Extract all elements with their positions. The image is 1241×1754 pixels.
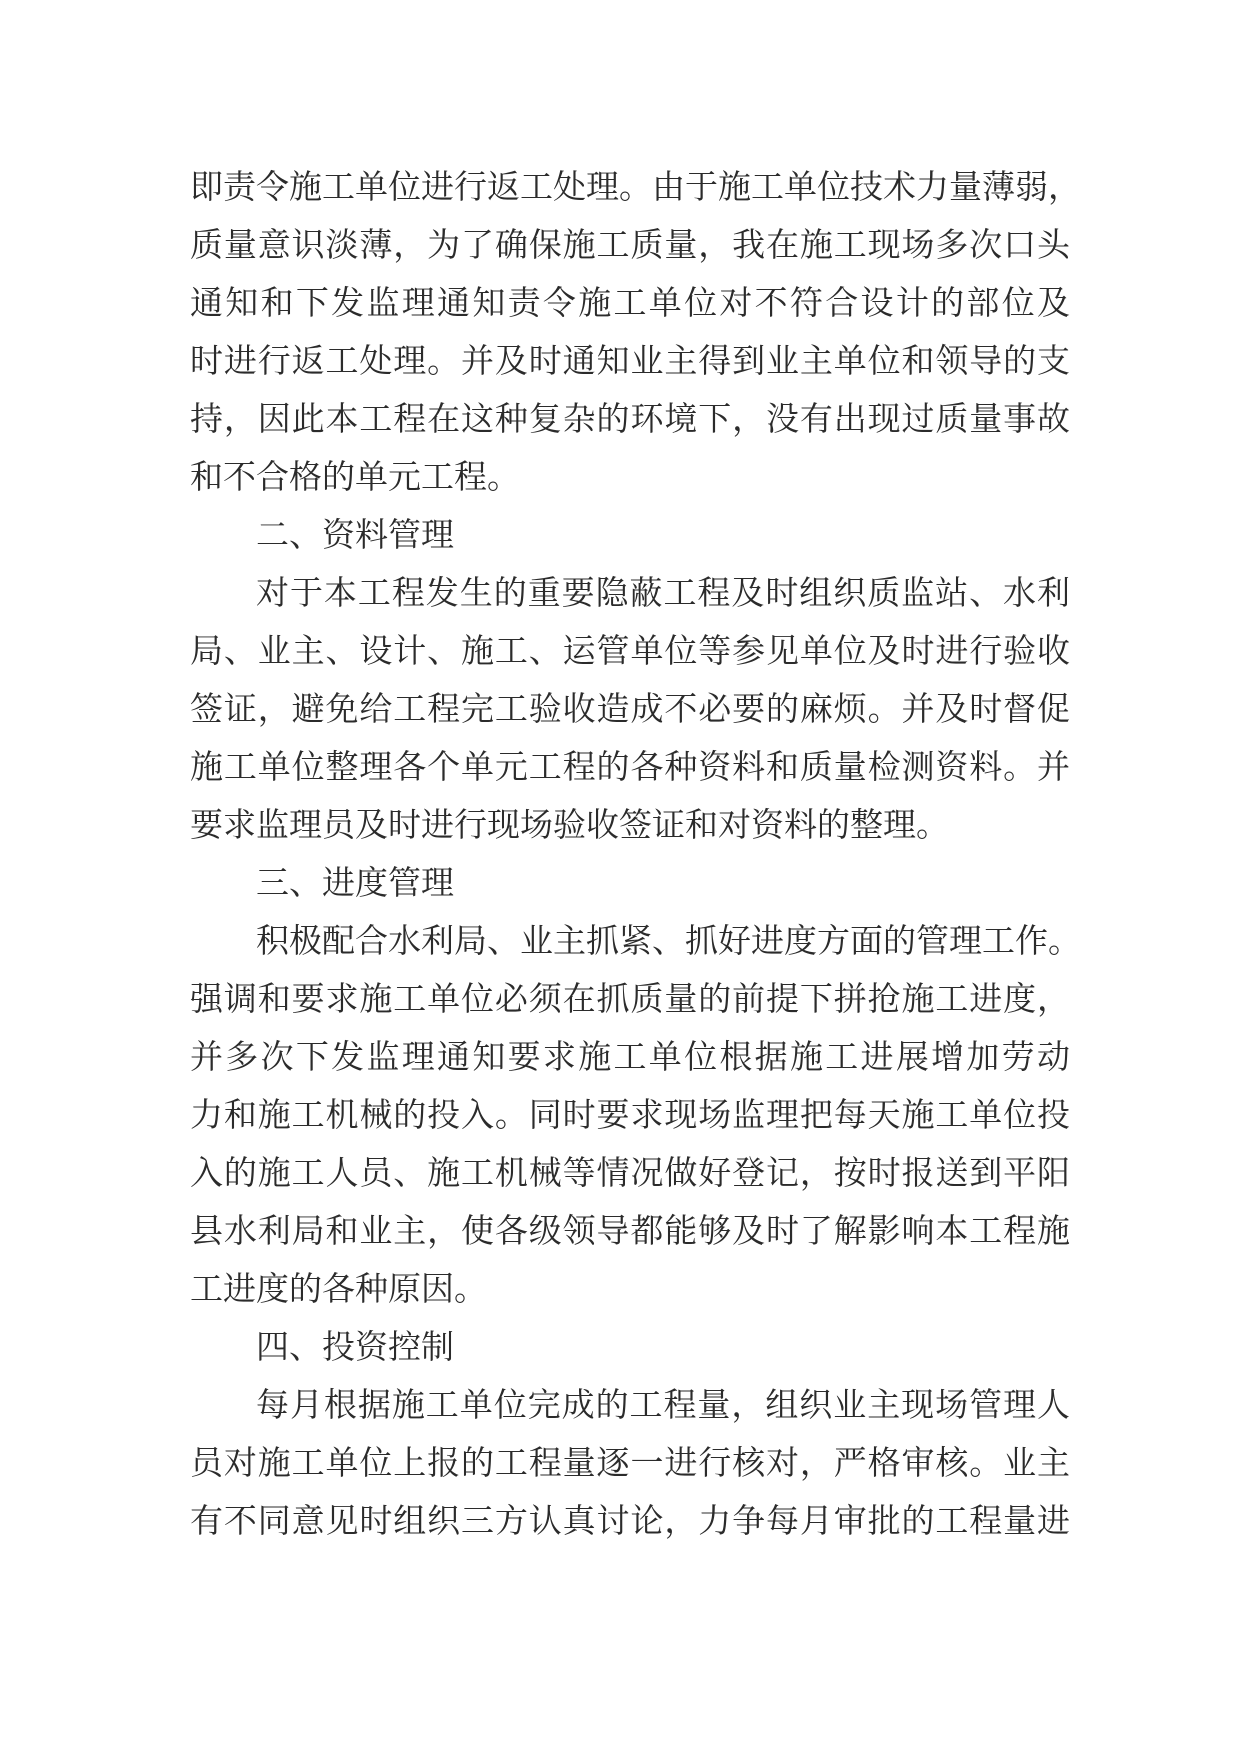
- text-line: 县水利局和业主，使各级领导都能够及时了解影响本工程施: [190, 1211, 1070, 1250]
- paragraph-investment-control: [190, 1376, 1070, 1550]
- text-line: 入的施工人员、施工机械等情况做好登记，按时报送到平阳: [190, 1153, 1070, 1192]
- document-body: [190, 158, 1081, 1550]
- paragraph-quality-continued: [190, 158, 1081, 506]
- text-line: 质量意识淡薄，为了确保施工质量，我在施工现场多次口头: [190, 225, 1070, 264]
- text-line: 员对施工单位上报的工程量逐一进行核对，严格审核。业主: [190, 1443, 1070, 1482]
- text-line: 签证，避免给工程完工验收造成不必要的麻烦。并及时督促: [190, 689, 1070, 728]
- text-line: 强调和要求施工单位必须在抓质量的前提下拼抢施工进度，: [190, 979, 1070, 1018]
- text-line: 每月根据施工单位完成的工程量，组织业主现场管理人: [256, 1385, 1070, 1424]
- text-line: 即责令施工单位进行返工处理。由于施工单位技术力量薄弱，: [190, 167, 1081, 206]
- text-line: 对于本工程发生的重要隐蔽工程及时组织质监站、水利: [256, 573, 1070, 612]
- text-line: 积极配合水利局、业主抓紧、抓好进度方面的管理工作。: [256, 921, 1081, 960]
- section-heading-data-management: 二、资料管理: [256, 515, 454, 554]
- text-line: 施工单位整理各个单元工程的各种资料和质量检测资料。并: [190, 747, 1070, 786]
- section-heading-investment-control: 四、投资控制: [256, 1327, 454, 1366]
- text-line: 时进行返工处理。并及时通知业主得到业主单位和领导的支: [190, 341, 1070, 380]
- text-line: 局、业主、设计、施工、运管单位等参见单位及时进行验收: [190, 631, 1070, 670]
- text-line: 要求监理员及时进行现场验收签证和对资料的整理。: [190, 805, 949, 844]
- section-heading-progress-management: 三、进度管理: [256, 863, 454, 902]
- text-line: 有不同意见时组织三方认真讨论，力争每月审批的工程量进: [190, 1501, 1070, 1540]
- paragraph-progress-management: [190, 912, 1081, 1318]
- text-line: 持，因此本工程在这种复杂的环境下，没有出现过质量事故: [190, 399, 1070, 438]
- text-line: 和不合格的单元工程。: [190, 457, 520, 496]
- text-line: 力和施工机械的投入。同时要求现场监理把每天施工单位投: [190, 1095, 1070, 1134]
- text-line: 工进度的各种原因。: [190, 1269, 487, 1308]
- text-line: 通知和下发监理通知责令施工单位对不符合设计的部位及: [190, 283, 1070, 322]
- text-line: 并多次下发监理通知要求施工单位根据施工进展增加劳动: [190, 1037, 1070, 1076]
- paragraph-data-management: [190, 564, 1070, 854]
